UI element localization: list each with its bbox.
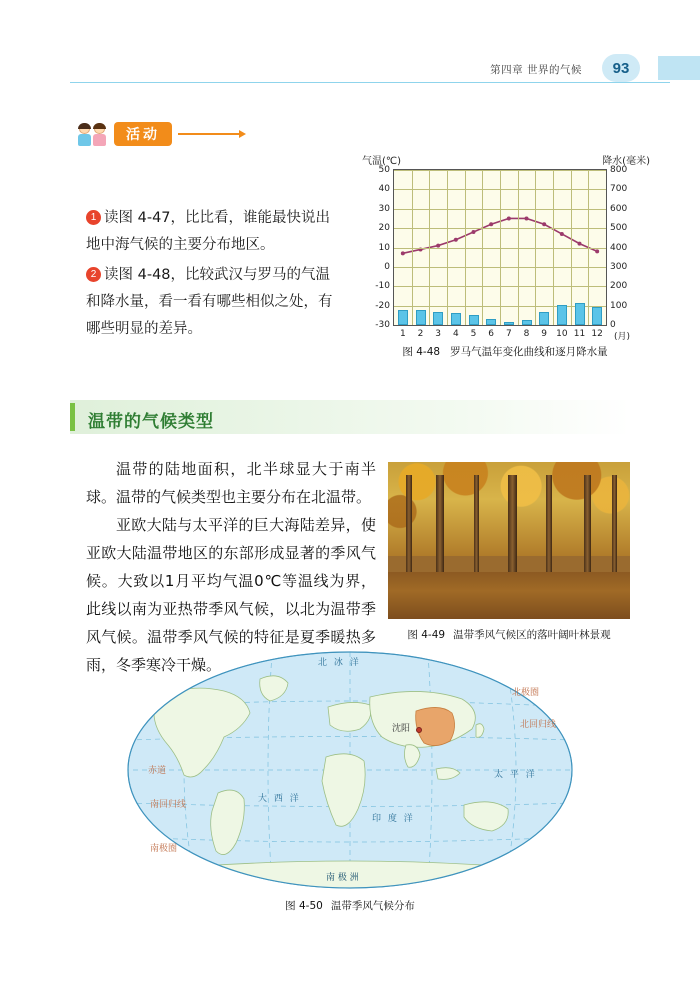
header-edge-tab [658,56,700,80]
chart-left-tick: 50 [378,165,390,175]
chart-x-tick: 6 [488,329,495,339]
chart-left-axis-label: 气温(℃) [362,156,402,167]
chart-data-point [560,232,564,236]
map-label-antarctica: 南 极 洲 [326,873,359,883]
chart-data-point [507,216,511,220]
question-number: 1 [86,210,101,225]
student-girl-icon [93,124,106,146]
chart-caption [360,344,650,359]
chart-x-tick: 3 [435,329,442,339]
chart-right-tick: 200 [610,281,628,292]
chart-bar [539,312,549,325]
city-marker-shenyang [416,727,422,733]
chart-left-tick: 30 [378,203,390,214]
map-label-equator: 赤道 [148,766,167,776]
chapter-title: 第四章 世界的气候 [490,64,582,76]
climate-chart [360,152,650,364]
chart-x-tick: 5 [470,329,477,339]
chart-x-tick: 12 [591,329,603,339]
map-caption-text: 温带季风气候分布 [330,900,415,912]
chart-plot-area [375,165,631,342]
chart-right-axis-label: 降水(毫米) [602,156,650,167]
photo-ground [388,572,630,619]
chart-figure-number: 图 4-48 [402,346,441,358]
chart-gridline-v [535,170,536,325]
chart-left-tick: -20 [375,300,390,311]
chart-left-tick: 40 [378,184,390,195]
chart-right-tick: 400 [610,242,628,253]
activity-arrow-icon [178,133,240,135]
chart-data-point [525,216,529,220]
chart-right-tick: 500 [610,223,628,234]
chart-data-point [578,242,582,246]
header-rule [70,82,670,83]
chart-x-tick: 2 [417,329,424,339]
map-label-pacific-ocean: 太 平 洋 [494,770,537,780]
chart-right-tick: 700 [610,184,628,195]
chart-bar [504,322,514,325]
activity-badge [114,122,172,146]
page-number-badge [602,54,640,82]
question-text: 读图 4-47，比比看，谁能最快说出地中海气候的主要分布地区。 [86,210,331,253]
chart-gridline-v [553,170,554,325]
paragraph: 亚欧大陆与太平洋的巨大海陆差异，使亚欧大陆温带地区的东部形成显著的季风气候。大致以1月平均气温0℃等温线为界，此线以南为亚热带季风气候，以北为温带季风气候。温带季风气候的特征是夏季暖热多雨，冬季寒冷干燥。 [86,516,376,674]
chart-bar [398,310,408,326]
map-label-antarctic-circle: 南极圈 [150,844,178,854]
chart-x-tick: 4 [452,329,459,339]
chart-left-tick: -10 [375,281,390,292]
photo-caption [388,627,630,642]
chart-bar [592,307,602,325]
chart-title: 罗马气温年变化曲线和逐月降水量 [450,346,608,358]
map-label-shenyang: 沈阳 [392,724,411,734]
question-number: 2 [86,267,101,282]
chart-data-point [454,238,458,242]
chart-x-tick: 11 [573,329,586,339]
chart-left-tick: 10 [378,242,390,253]
chart-data-point [401,251,405,255]
activity-questions [86,205,336,346]
photo-figure-number: 图 4-49 [407,629,446,641]
chart-left-tick: -30 [375,320,390,330]
chart-bar [433,312,443,325]
chart-bar [469,315,479,325]
students-icon [78,120,112,148]
chart-right-tick: 600 [610,203,628,214]
chart-right-tick: 800 [610,165,628,175]
photo-caption-text: 温带季风气候区的落叶阔叶林景观 [453,629,611,641]
chart-bar [522,320,532,325]
monsoon-region-highlight [416,707,455,745]
chart-right-tick: 300 [610,261,628,272]
map-label-tropic-of-cancer: 北回归线 [520,720,557,730]
chart-left-tick: 20 [378,223,390,234]
activity-header [78,118,378,152]
chart-gridline-v [500,170,501,325]
chart-gridline-v [518,170,519,325]
chart-gridline-v [482,170,483,325]
chart-left-tick: 0 [384,261,390,272]
chart-bar [575,303,585,325]
world-map [120,645,580,895]
map-label-indian-ocean: 印 度 洋 [372,814,415,824]
chart-gridline-v [588,170,589,325]
chart-right-tick: 0 [610,320,616,330]
paragraph: 温带的陆地面积，北半球显大于南半球。温带的气候类型也主要分布在北温带。 [86,460,376,506]
map-label-atlantic-ocean: 大 西 洋 [258,794,301,804]
chart-x-tick: 8 [523,329,530,339]
chart-gridline-v [447,170,448,325]
section-heading-accent-bar [70,403,75,431]
question-text: 读图 4-48，比较武汉与罗马的气温和降水量，看一看有哪些相似之处，有哪些明显的差异。 [86,267,333,337]
chart-data-point [489,222,493,226]
list-item [86,262,336,343]
forest-photo [388,462,630,619]
map-label-arctic-circle: 北极圈 [512,688,540,698]
list-item [86,205,336,259]
section-heading [70,400,630,434]
chart-gridline-v [412,170,413,325]
chart-gridline-v [429,170,430,325]
activity-badge-label: 活动 [126,127,160,143]
chart-bar [416,310,426,325]
chart-bar [486,319,496,325]
chart-gridline-v [571,170,572,325]
page-header [0,56,700,86]
page-number: 93 [612,59,630,77]
map-label-tropic-of-capricorn: 南回归线 [150,800,187,810]
chart-data-point [542,222,546,226]
chart-x-axis-label: (月) [613,332,631,342]
chart-gridline-v [465,170,466,325]
chart-bar [557,305,567,325]
chart-data-point [595,249,599,253]
map-figure-number: 图 4-50 [285,900,323,912]
map-caption [120,898,580,913]
chart-x-tick: 9 [541,329,548,339]
chart-x-tick: 10 [556,329,568,339]
map-label-arctic-ocean: 北 冰 洋 [318,658,361,668]
chart-x-tick: 1 [399,329,406,339]
chart-x-tick: 7 [505,329,512,339]
chart-bar [451,313,461,325]
student-boy-icon [78,124,91,146]
section-heading-text: 温带的气候类型 [88,412,214,432]
chart-data-point [472,230,476,234]
chart-right-tick: 100 [610,300,628,311]
